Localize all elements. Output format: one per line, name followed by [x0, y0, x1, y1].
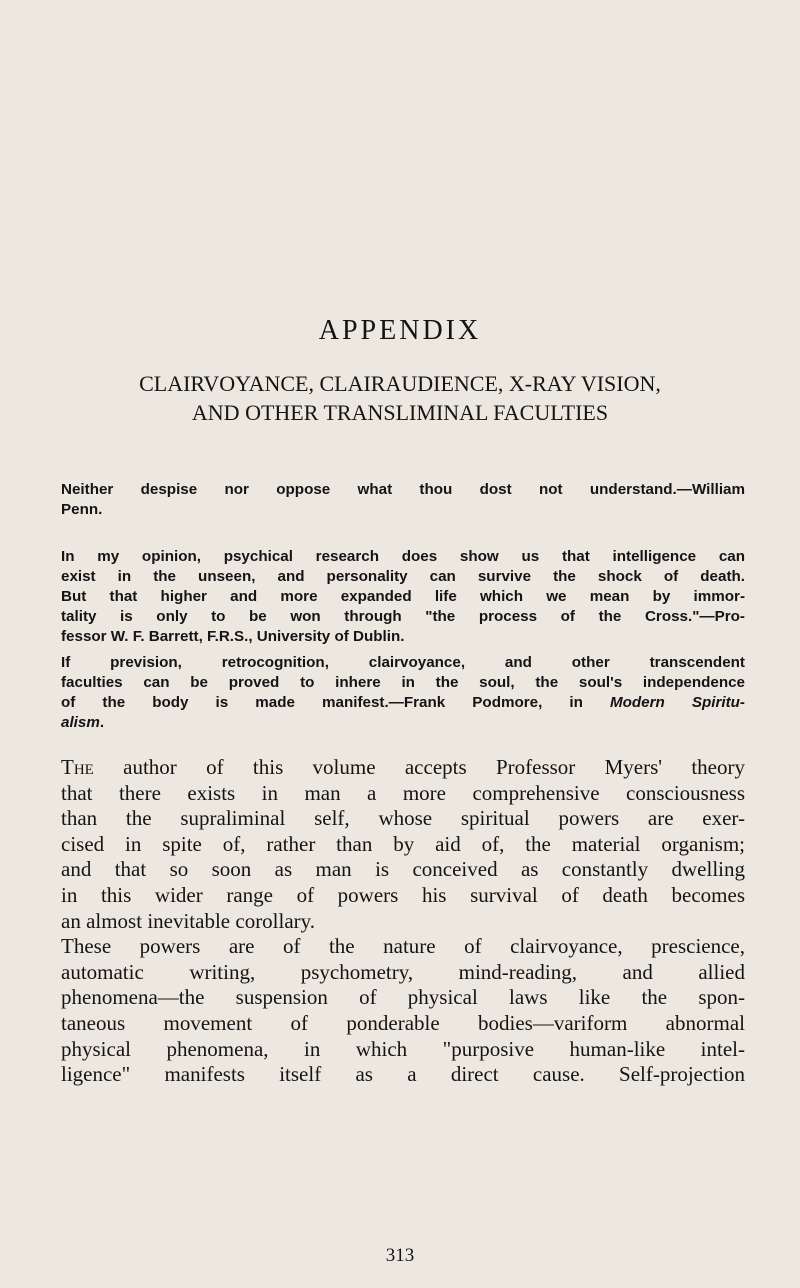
- body-line: and that so soon as man is conceived as constantly dwelling: [61, 857, 745, 882]
- body-line: phenomena—the suspension of physical laws like the spon-: [61, 985, 745, 1010]
- body-line: ligence" manifests itself as a direct cause. Self-projection: [61, 1062, 745, 1087]
- appendix-heading: APPENDIX: [318, 315, 482, 346]
- body-paragraphs: [61, 755, 745, 1088]
- body-line: [61, 755, 745, 781]
- epigraph-line: Penn.: [61, 501, 103, 518]
- epigraph-line: In my opinion, psychical research does show us that intelligence can: [61, 548, 745, 565]
- epigraph-line: fessor W. F. Barrett, F.R.S., University of Dublin.: [61, 628, 405, 645]
- page-number: 313: [385, 1245, 415, 1266]
- epigraph-line: If prevision, retrocognition, clairvoyance, and other transcendent: [61, 654, 745, 671]
- epigraph-text: of the body is made manifest.—Frank Podmore, in: [61, 694, 610, 711]
- body-line: in this wider range of powers his survival of death becomes: [61, 882, 745, 907]
- body-line: an almost inevitable corollary.: [61, 908, 316, 933]
- body-line: automatic writing, psychometry, mind-reading, and allied: [61, 959, 745, 984]
- epigraph-line: But that higher and more expanded life which we mean by immor-: [61, 588, 745, 605]
- epigraph-end-punct: .: [99, 714, 105, 731]
- epigraph-penn: [61, 480, 745, 520]
- body-line: than the supraliminal self, whose spiritual powers are exer-: [61, 806, 745, 831]
- chapter-title-line-2: AND OTHER TRANSLIMINAL FACULTIES: [191, 400, 609, 425]
- body-line-text: author of this volume accepts Professor Myers' theory: [93, 755, 745, 779]
- body-line: that there exists in man a more comprehensive consciousness: [61, 780, 745, 805]
- epigraph-source-title-cont: alism: [61, 714, 100, 731]
- body-line: These powers are of the nature of clairvoyance, prescience,: [61, 934, 745, 959]
- epigraph-line: faculties can be proved to inhere in the soul, the soul's independence: [61, 674, 745, 691]
- chapter-title: [60, 369, 740, 427]
- body-line: cised in spite of, rather than by aid of, the material organism;: [61, 831, 745, 856]
- epigraph-line: [61, 713, 745, 733]
- chapter-title-line-1: CLAIRVOYANCE, CLAIRAUDIENCE, X-RAY VISION,: [139, 371, 661, 396]
- epigraph-line: tality is only to be won through "the process of the Cross."—Pro-: [61, 608, 745, 625]
- epigraph-line: exist in the unseen, and personality can survive the shock of death.: [61, 568, 745, 585]
- epigraph-source-title: Modern Spiritu-: [609, 694, 745, 711]
- epigraph-line: Neither despise nor oppose what thou dost not understand.—William: [61, 481, 745, 498]
- body-line: taneous movement of ponderable bodies—variform abnormal: [61, 1010, 745, 1035]
- epigraph-barrett: [61, 547, 745, 647]
- body-first-word: The: [61, 755, 94, 779]
- body-line: physical phenomena, in which "purposive human-like intel-: [61, 1036, 745, 1061]
- epigraph-line: [61, 693, 745, 713]
- epigraph-podmore: [61, 653, 745, 733]
